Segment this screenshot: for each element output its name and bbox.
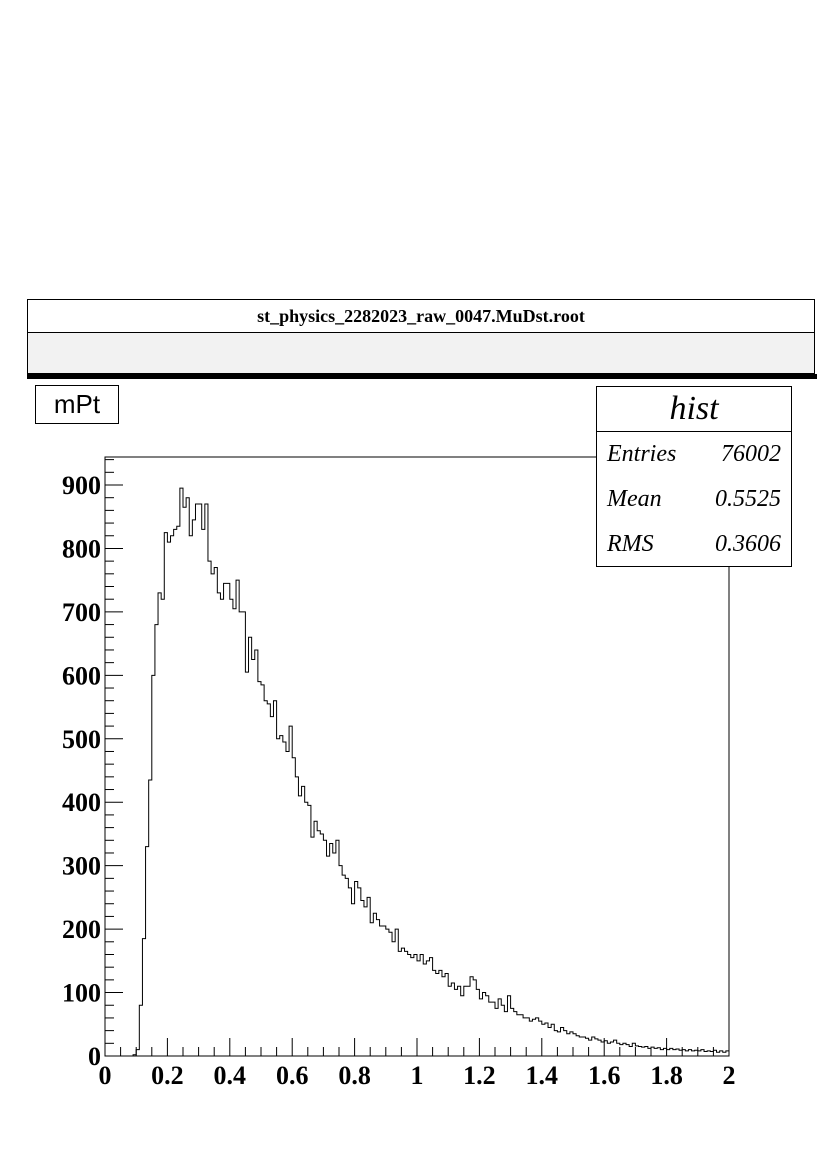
stats-row-rms: [597, 522, 791, 567]
stats-mean-label: Mean: [607, 486, 662, 512]
y-tick-label: 0: [88, 1042, 101, 1071]
stats-row-mean: [597, 477, 791, 522]
y-tick-label: 600: [62, 661, 101, 691]
x-tick-label: 1: [410, 1061, 424, 1090]
x-tick-label: 1.2: [463, 1061, 496, 1090]
x-tick-label: 1.8: [650, 1061, 683, 1090]
stats-title: hist: [597, 387, 791, 432]
y-tick-label: 800: [62, 534, 101, 564]
x-tick-label: 0: [98, 1061, 112, 1090]
x-tick-label: 1.6: [587, 1061, 621, 1090]
x-tick-label: 0.6: [275, 1061, 309, 1090]
stats-rms-label: RMS: [607, 531, 654, 557]
histogram-series: [105, 488, 729, 1056]
stats-entries-value: 76002: [721, 441, 781, 467]
stats-row-entries: [597, 432, 791, 477]
stats-box: [596, 386, 792, 567]
stats-entries-label: Entries: [607, 441, 677, 467]
y-tick-label: 300: [62, 851, 101, 881]
y-tick-label: 700: [62, 597, 101, 627]
y-tick-label: 100: [62, 978, 101, 1008]
histogram-name-label: mPt: [35, 385, 119, 424]
x-tick-label: 2: [722, 1061, 736, 1090]
x-tick-label: 0.8: [338, 1061, 371, 1090]
x-tick-label: 0.2: [151, 1061, 184, 1090]
stats-rms-value: 0.3606: [715, 531, 781, 557]
x-axis: [99, 1038, 736, 1090]
x-tick-label: 0.4: [213, 1061, 247, 1090]
y-tick-label: 500: [62, 724, 101, 754]
x-tick-label: 1.4: [525, 1061, 559, 1090]
y-axis: [62, 460, 123, 1071]
histogram-bars: [105, 488, 729, 1056]
y-tick-label: 900: [62, 471, 101, 500]
y-tick-label: 400: [62, 788, 101, 818]
stats-mean-value: 0.5525: [715, 486, 781, 512]
y-tick-label: 200: [62, 915, 101, 945]
chart-title: st_physics_2282023_raw_0047.MuDst.root: [27, 299, 815, 333]
